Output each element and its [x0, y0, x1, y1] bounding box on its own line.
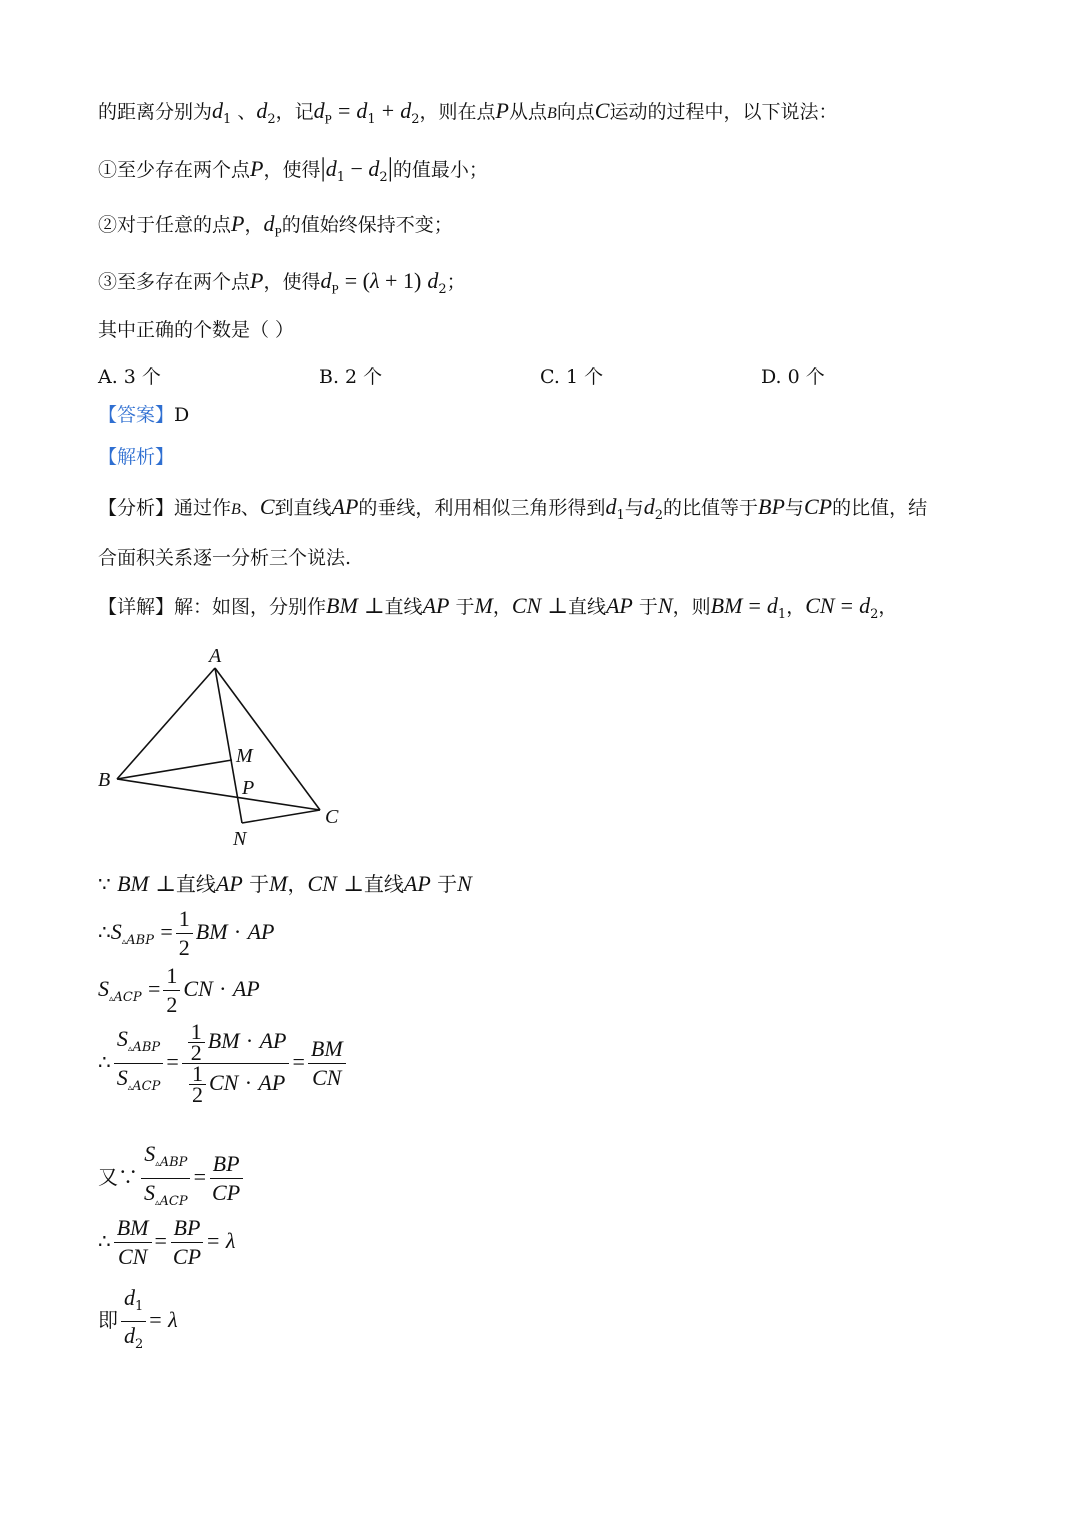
detail-t7: ，则: [672, 596, 711, 618]
option-b: B. 2 个: [319, 366, 383, 388]
statement-3-tail: ；: [446, 271, 466, 293]
detail-t3: 于: [455, 596, 475, 618]
detail-t5: 直线: [567, 596, 606, 618]
detail-t2: 直线: [384, 596, 423, 618]
fenxi-t2: 、: [240, 497, 260, 519]
intro-line: 的距离分别为$d_1$ 、$d_2$，记$d_P = d_1 + d_2$，则在点P从点B向点C运动的过程中，以下说法：: [98, 98, 838, 127]
statement-1-pre: ①至少存在两个点: [98, 159, 251, 181]
proof-area-acp: $S_{▵ACP}$ = $\frac{1}{2}$ CN · AP: [98, 963, 260, 1017]
yu-1: 于: [249, 872, 270, 896]
fenxi-t6: 的比值等于: [663, 497, 759, 519]
edge-ab: [117, 668, 215, 779]
proof-lambda: ∴ $\frac{BM}{CN}$ = $\frac{BP}{CP}$ = λ: [98, 1215, 236, 1269]
option-a: A. 3 个: [98, 366, 161, 388]
intro-text-6: 向点: [556, 101, 595, 123]
detail-tag: 【详解】: [98, 596, 175, 618]
statement-1-post: ，使得: [263, 159, 321, 181]
option-d: D. 0 个: [761, 366, 825, 388]
fenxi-t5: 与: [624, 497, 644, 519]
label-n: N: [233, 828, 247, 850]
statement-3-pre: ③至多存在两个点: [98, 271, 251, 293]
intro-text-4: ，则在点: [419, 101, 496, 123]
zhixian-2: 直线: [363, 872, 404, 896]
label-b: B: [98, 769, 111, 791]
intro-text-3: ，记: [275, 101, 314, 123]
statement-1: ①至少存在两个点P，使得$|d_1 - d_2|$的值最小；: [98, 153, 488, 185]
fenxi-t3: 到直线: [274, 497, 332, 519]
because-symbol: ∵: [98, 872, 111, 896]
therefore-1: ∴: [98, 920, 111, 944]
therefore-3: ∴: [98, 1229, 111, 1253]
intro-text-7: 运动的过程中，以下说法：: [609, 101, 838, 123]
detail-t4: ，: [492, 596, 512, 618]
fenxi-t4: 的垂线，利用相似三角形得到: [358, 497, 606, 519]
fenxi-t8: 的比值，结: [832, 497, 928, 519]
edge-bc: [117, 779, 320, 810]
analysis-tag-line: [98, 442, 174, 472]
ji-text: 即: [98, 1308, 118, 1332]
answer-value: D: [174, 404, 190, 426]
label-m: M: [236, 745, 253, 767]
comma-1: ，: [287, 872, 308, 896]
proof-ratio: ∴ $\frac{S_{▵ABP}}{S_{▵ACP}}$ = $\frac{1}{2}$ BM · AP $\frac{1}{2}$ CN · AP = $\frac{BM}{CN}$: [98, 1022, 349, 1105]
fenxi-line-2: 合面积关系逐一分析三个说法.: [98, 547, 352, 569]
label-c: C: [325, 806, 339, 828]
statement-3-post: ，使得: [263, 271, 321, 293]
statement-2-post: ，: [244, 214, 264, 236]
statement-2-tail: 的值始终保持不变；: [281, 214, 453, 236]
detail-t9: ，: [878, 596, 898, 618]
label-a: A: [209, 645, 222, 667]
you-because: 又∵: [98, 1165, 138, 1189]
label-p: P: [242, 777, 255, 799]
statement-1-tail: 的值最小；: [392, 159, 488, 181]
yu-2: 于: [437, 872, 458, 896]
triangle-figure: [90, 640, 360, 855]
detail-t1: 解：如图，分别作: [174, 596, 327, 618]
intro-text-1: 的距离分别为: [98, 101, 213, 123]
detail-line: 【详解】解：如图，分别作BM ⊥直线AP 于M，CN ⊥直线AP 于N，则BM = $d_1$，CN = $d_2$，: [98, 593, 898, 622]
answer-tag: 【答案】: [98, 404, 175, 426]
proof-conclusion: 即 $\frac{d_1}{d_2}$ = λ: [98, 1285, 178, 1352]
statement-3: ③至多存在两个点P，使得$d_P = (\lambda + 1)$ $d_2$；: [98, 268, 466, 297]
statement-2: ②对于任意的点P，$d_P$的值始终保持不变；: [98, 211, 453, 240]
segment-cn: [242, 810, 320, 823]
option-c: C. 1 个: [540, 366, 604, 388]
detail-t6: 于: [638, 596, 658, 618]
zhixian-1: 直线: [175, 872, 216, 896]
question: 其中正确的个数是（ ）: [98, 319, 295, 341]
intro-text-5: 从点: [508, 101, 547, 123]
proof-area-abp: $\therefore S_{▵ABP}$ = $\frac{1}{2}$ BM · AP: [98, 906, 275, 960]
fenxi-line-1: 【分析】通过作B、C到直线AP的垂线，利用相似三角形得到$d_1$与$d_2$的比值等于BP与CP的比值，结: [98, 494, 928, 523]
segment-bm: [117, 760, 232, 779]
fenxi-tag: 【分析】: [98, 497, 175, 519]
proof-because: ∵ BM ⊥直线AP 于M，CN ⊥直线AP 于N: [98, 871, 472, 896]
fenxi-t7: 与: [784, 497, 804, 519]
fenxi-t1: 通过作: [174, 497, 232, 519]
edge-ac: [215, 668, 320, 810]
answer-line: [98, 400, 189, 430]
therefore-2: ∴: [98, 1050, 111, 1074]
detail-t8: ，: [786, 596, 806, 618]
analysis-tag: 【解析】: [98, 446, 175, 468]
statement-2-pre: ②对于任意的点: [98, 214, 232, 236]
intro-text-2: 、: [237, 101, 257, 123]
proof-area-ratio: 又∵ $\frac{S_{▵ABP}}{S_{▵ACP}}$ = $\frac{BP}{CP}$: [98, 1140, 246, 1217]
